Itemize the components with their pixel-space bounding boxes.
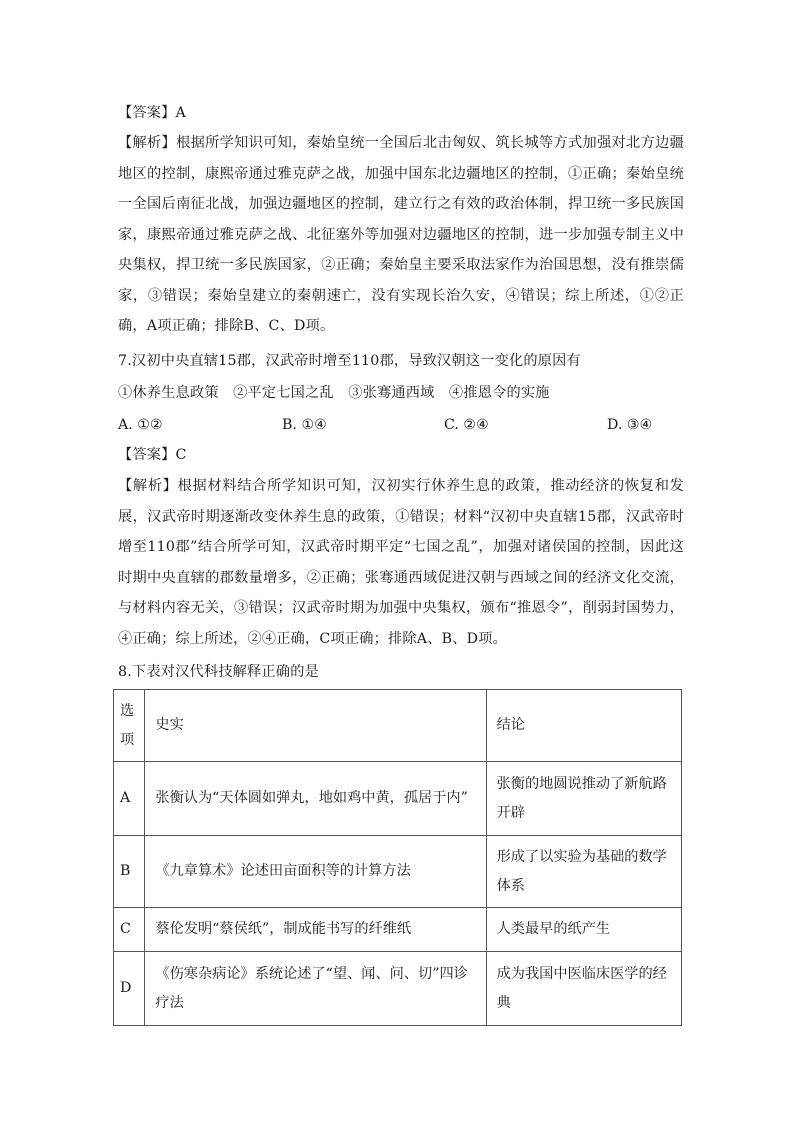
q8-stem: 8.下表对汉代科技解释正确的是 [118, 664, 319, 680]
header-fact: 史实 [145, 690, 486, 762]
row-fact: 《伤寒杂病论》系统论述了“望、闻、问、切”四诊疗法 [145, 952, 486, 1026]
q7-option-d: D. ③④ [607, 417, 653, 433]
q7-stem: 7.汉初中央直辖15郡，汉武帝时增至110郡，导致汉朝这一变化的原因有 [118, 353, 581, 369]
row-option: C [114, 908, 145, 952]
q7-items: ①休养生息政策 ②平定七国之乱 ③张骞通西域 ④推恩令的实施 [118, 385, 550, 401]
row-conclusion: 形成了以实验为基础的数学体系 [486, 836, 681, 908]
row-fact: 蔡伦发明“蔡侯纸”，制成能书写的纤维纸 [145, 908, 486, 952]
row-conclusion: 人类最早的纸产生 [486, 908, 681, 952]
q7-answer: 【答案】C [118, 447, 187, 463]
table-header-row [114, 690, 682, 762]
row-option: A [114, 762, 145, 836]
row-fact: 张衡认为“天体圆如弹丸，地如鸡中黄，孤居于内” [145, 762, 486, 836]
table-row [114, 952, 682, 1026]
q7-option-b: B. ①④ [282, 417, 327, 433]
row-option: D [114, 952, 145, 1026]
table-row [114, 762, 682, 836]
q7-analysis: 【解析】根据材料结合所学知识可知，汉初实行休养生息的政策，推动经济的恢复和发展，汉武帝时期逐渐改变休养生息的政策，①错误；材料“汉初中央直辖15郡，汉武帝时增至110郡”结合所学可知，汉武帝时期平定“七国之乱”，加强对诸侯国的控制，因此这时期中央直辖的郡数量增多，②正确；张骞通西域促进汉朝与西域之间的经济文化交流，与材料内容无关，③错误；汉武帝时期为加强中央集权，颁布“推恩令”，削弱封国势力，④正确；综上所述，②④正确，C项正确；排除A、B、D项。 [118, 478, 684, 647]
row-option: B [114, 836, 145, 908]
row-conclusion: 张衡的地圆说推动了新航路开辟 [486, 762, 681, 836]
q7-option-c: C. ②④ [444, 417, 489, 433]
row-conclusion: 成为我国中医临床医学的经典 [486, 952, 681, 1026]
table-row [114, 836, 682, 908]
row-fact: 《九章算术》论述田亩面积等的计算方法 [145, 836, 486, 908]
header-conclusion: 结论 [486, 690, 681, 762]
q8-table [113, 689, 682, 1026]
table-row [114, 908, 682, 952]
header-option: 选项 [114, 690, 145, 762]
q6-answer: 【答案】A [118, 105, 186, 121]
q6-analysis: 【解析】根据所学知识可知，秦始皇统一全国后北击匈奴、筑长城等方式加强对北方边疆地区的控制，康熙帝通过雅克萨之战，加强中国东北边疆地区的控制，①正确；秦始皇统一全国后南征北战，加强边疆地区的控制，建立行之有效的政治体制，捍卫统一多民族国家，康熙帝通过雅克萨之战、北征塞外等加强对边疆地区的控制，进一步加强专制主义中央集权，捍卫统一多民族国家，②正确；秦始皇主要采取法家作为治国思想，没有推崇儒家，③错误；秦始皇建立的秦朝速亡，没有实现长治久安，④错误；综上所述，①②正确，A项正确；排除B、C、D项。 [118, 135, 684, 334]
q7-option-a: A. ①② [118, 417, 163, 433]
